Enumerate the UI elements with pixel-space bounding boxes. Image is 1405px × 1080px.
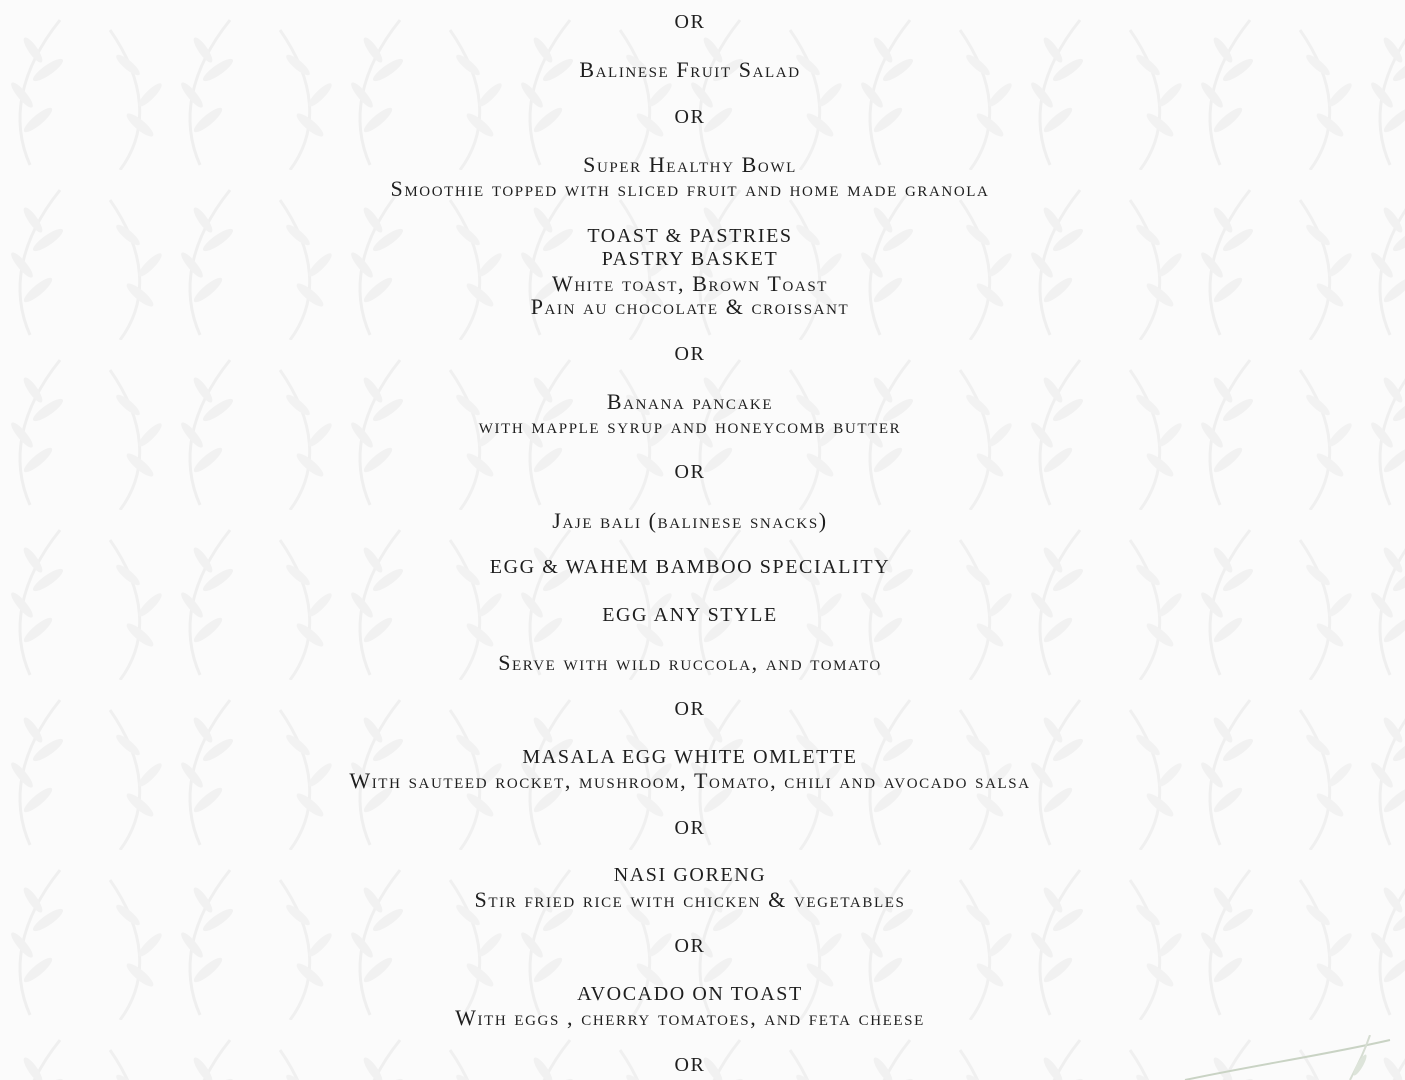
item-banana-pancake-description: with mapple syrup and honeycomb butter bbox=[478, 413, 902, 438]
item-toast-options: White toast, Brown Toast bbox=[551, 271, 829, 296]
item-egg-any-style-description: Serve with wild ruccola, and tomato bbox=[498, 650, 882, 675]
item-banana-pancake: Banana pancake bbox=[606, 389, 774, 414]
item-pastry-options: Pain au chocolate & croissant bbox=[530, 294, 850, 319]
item-super-healthy-bowl-description: Smoothie topped with sliced fruit and home made granola bbox=[390, 176, 990, 201]
or-separator: OR bbox=[674, 698, 706, 720]
or-separator: OR bbox=[674, 461, 706, 483]
section-toast-pastries: TOAST & PASTRIES bbox=[587, 225, 793, 247]
item-balinese-fruit-salad: Balinese Fruit Salad bbox=[579, 57, 801, 82]
item-avocado-on-toast-description: With eggs , cherry tomatoes, and feta cheese bbox=[455, 1005, 925, 1030]
or-separator: OR bbox=[674, 935, 706, 957]
leaf-decoration-icon bbox=[1175, 1035, 1395, 1080]
item-pastry-basket: PASTRY BASKET bbox=[601, 248, 779, 270]
item-avocado-on-toast: AVOCADO ON TOAST bbox=[577, 983, 803, 1005]
item-super-healthy-bowl: Super Healthy Bowl bbox=[583, 152, 797, 177]
or-separator: OR bbox=[674, 817, 706, 839]
section-egg-speciality: EGG & WAHEM BAMBOO SPECIALITY bbox=[489, 556, 891, 578]
or-separator: OR bbox=[674, 11, 706, 33]
item-jaje-bali: Jaje bali (balinese snacks) bbox=[552, 508, 828, 533]
item-nasi-goreng-description: Stir fried rice with chicken & vegetables bbox=[474, 887, 906, 912]
or-separator: OR bbox=[674, 1054, 706, 1076]
item-nasi-goreng: NASI GORENG bbox=[613, 864, 767, 886]
item-masala-egg-white-omlette-description: With sauteed rocket, mushroom, Tomato, chili and avocado salsa bbox=[349, 768, 1031, 793]
or-separator: OR bbox=[674, 343, 706, 365]
item-egg-any-style: EGG ANY STYLE bbox=[602, 604, 778, 626]
or-separator: OR bbox=[674, 106, 706, 128]
item-masala-egg-white-omlette: MASALA EGG WHITE OMLETTE bbox=[522, 746, 858, 768]
